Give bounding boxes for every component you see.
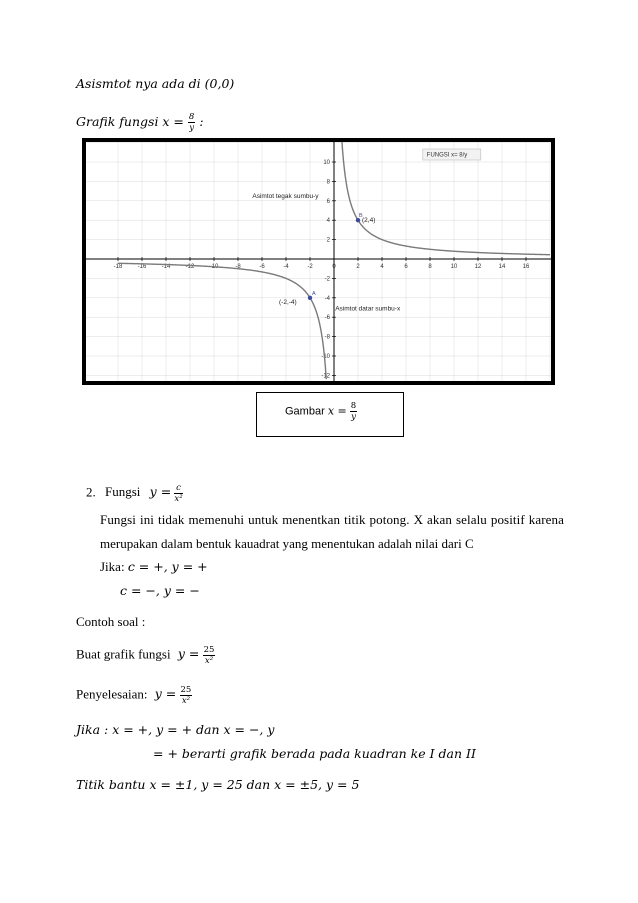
vertical-asymptote-label: Asimtot tegak sumbu-y bbox=[252, 192, 319, 200]
example-titik-line: Titik bantu x = ±1, y = 25 dan x = ±5, y = 5 bbox=[76, 777, 360, 792]
graph-title-suffix: : bbox=[199, 114, 204, 129]
x-tick-label: -8 bbox=[235, 264, 241, 270]
y-tick-label: 10 bbox=[323, 160, 330, 166]
solution-denominator: x² bbox=[181, 696, 191, 706]
caption-denominator: y bbox=[351, 412, 356, 422]
item-math: y = bbox=[149, 484, 172, 500]
x-tick-label: -18 bbox=[113, 264, 123, 270]
x-tick-label: -16 bbox=[137, 264, 147, 270]
item-numerator: c bbox=[176, 483, 181, 493]
x-tick-label: 0 bbox=[332, 264, 336, 270]
item-2-paragraph-line-1: Fungsi ini tidak memenuhi untuk menentkan titik potong. X akan selalu positif karena bbox=[100, 512, 564, 527]
item-denominator: x² bbox=[174, 494, 183, 504]
example-berarti-line: = + berarti grafik berada pada kuadran ke I dan II bbox=[153, 746, 476, 761]
figure-caption bbox=[256, 392, 404, 437]
example-jika-line: Jika : x = +, y = + dan x = −, y bbox=[76, 722, 275, 737]
legend-label: FUNGSI x= 8/y bbox=[426, 152, 468, 159]
x-tick-label: 2 bbox=[356, 264, 360, 270]
point-a-letter: A bbox=[312, 290, 316, 297]
y-tick-label: -2 bbox=[324, 276, 330, 283]
y-tick-label: -4 bbox=[324, 295, 330, 302]
item-fraction bbox=[174, 483, 182, 504]
x-tick-label: -14 bbox=[161, 264, 171, 270]
item-label: Fungsi bbox=[105, 484, 141, 500]
x-tick-label: 10 bbox=[450, 264, 458, 270]
caption-math: x = bbox=[327, 404, 347, 418]
x-tick-label: -4 bbox=[283, 264, 289, 270]
solution-numerator: 25 bbox=[180, 685, 192, 695]
item-2-heading bbox=[86, 483, 183, 504]
y-tick-label: -6 bbox=[324, 315, 330, 322]
x-tick-label: 16 bbox=[522, 264, 530, 270]
solution-fraction bbox=[180, 685, 193, 706]
x-tick-label: 4 bbox=[380, 264, 384, 270]
curve-branch-negative bbox=[118, 263, 326, 379]
caption-fraction bbox=[350, 401, 357, 422]
x-tick-label: -12 bbox=[185, 264, 195, 270]
y-tick-label: 2 bbox=[326, 237, 330, 244]
jika-case-2: c = −, y = − bbox=[120, 583, 200, 598]
point-b-letter: B bbox=[359, 213, 363, 220]
caption-numerator: 8 bbox=[350, 401, 357, 411]
y-tick-label: -10 bbox=[321, 354, 330, 360]
fraction-denominator: y bbox=[189, 123, 195, 133]
item-2-paragraph-line-2: merupakan dalam bentuk kauadrat yang menentukan adalah nilai dari C bbox=[100, 536, 474, 551]
asymptote-note: Asismtot nya ada di (0,0) bbox=[76, 76, 235, 91]
y-tick-label: 8 bbox=[326, 179, 330, 186]
x-tick-label: 14 bbox=[498, 264, 506, 270]
example-problem bbox=[76, 645, 215, 666]
example-heading: Contoh soal : bbox=[76, 614, 146, 629]
problem-math: y = bbox=[177, 646, 200, 662]
problem-fraction bbox=[203, 645, 216, 666]
graph-title-fraction bbox=[188, 112, 195, 133]
solution-math: y = bbox=[154, 686, 177, 702]
x-tick-label: -2 bbox=[307, 264, 313, 270]
function-graph bbox=[86, 142, 551, 381]
point-b-label: (2,4) bbox=[362, 217, 376, 225]
jika-case-1: c = +, y = + bbox=[127, 559, 208, 574]
x-tick-label: 8 bbox=[428, 264, 432, 270]
y-tick-label: -8 bbox=[324, 334, 330, 341]
horizontal-asymptote-label: Asimtot datar sumbu-x bbox=[335, 305, 401, 313]
graph-title bbox=[76, 112, 204, 133]
point-a-label: (-2,-4) bbox=[279, 298, 297, 306]
y-tick-label: -12 bbox=[321, 373, 330, 380]
graph-figure bbox=[82, 138, 555, 385]
y-tick-label: 6 bbox=[326, 198, 330, 205]
problem-numerator: 25 bbox=[203, 645, 215, 655]
x-tick-label: -10 bbox=[209, 264, 219, 270]
x-tick-label: 12 bbox=[474, 264, 482, 270]
example-solution bbox=[76, 685, 192, 706]
jika-line bbox=[100, 559, 208, 575]
caption-content bbox=[285, 401, 357, 422]
jika-label: Jika: bbox=[100, 559, 125, 574]
item-number: 2. bbox=[86, 484, 96, 500]
x-tick-label: 6 bbox=[404, 264, 408, 270]
problem-denominator: x² bbox=[204, 656, 214, 666]
x-tick-label: -6 bbox=[259, 264, 265, 270]
solution-label: Penyelesaian: bbox=[76, 686, 148, 702]
y-tick-label: 4 bbox=[326, 218, 330, 225]
caption-prefix: Gambar bbox=[285, 405, 325, 418]
graph-title-prefix: Grafik fungsi x = bbox=[76, 114, 184, 129]
problem-text: Buat grafik fungsi bbox=[76, 646, 171, 662]
fraction-numerator: 8 bbox=[188, 112, 195, 122]
